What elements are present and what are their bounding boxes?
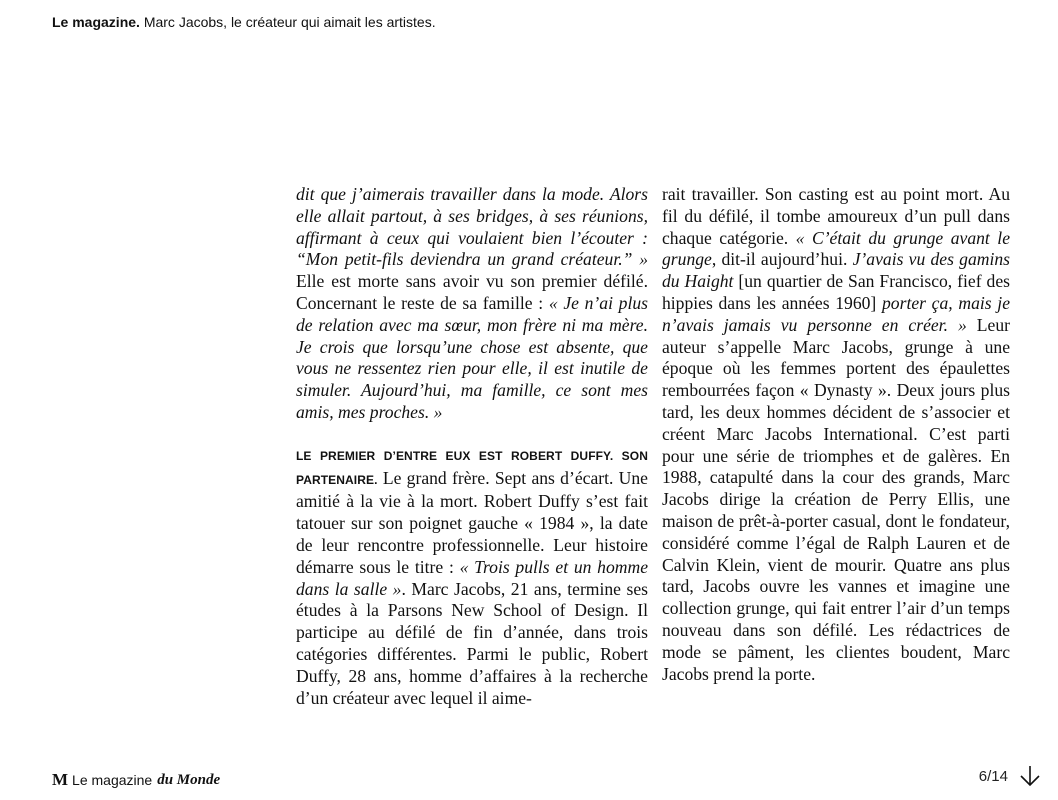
top-bar (52, 14, 436, 30)
arrow-down-icon[interactable] (1018, 764, 1042, 788)
monde-logo-icon: M (52, 770, 68, 789)
quote-text: « C’était du grunge avant le grunge (662, 227, 1011, 270)
body-text: Le grand frère. Sept ans d’écart. Une amitié à la vie à la mort. Robert Duffy s’est fait tatouer sur son poignet gauche « 1984 », la date de leur rencontre professionnelle. Leur histoire démarre sous le titre : (296, 467, 648, 577)
page-indicator: 6/14 (978, 767, 1008, 785)
section-label: Le magazine. (52, 14, 140, 30)
quote-text: porter ça, mais je n’avais jamais vu personne en créer. » (662, 292, 1010, 335)
pagination (979, 764, 1042, 788)
article-column-left (296, 184, 648, 709)
body-text: Leur auteur s’appelle Marc Jacobs, grunge à une époque où les femmes portent des épaulettes rembourrées façon « Dynasty ». Deux jours plus tard, les deux hommes décident de s’associer et créent Marc Jacobs International. C’est parti pour une série de triomphes et de galères. En 1988, catapulté dans la cour des grands, Marc Jacobs dirige la création de Perry Ellis, une maison de prêt-à-porter casual, dont le fondateur, considéré comme l’égal de Ralph Lauren et de Calvin Klein, vient de mourir. Quatre ans plus tard, Jacobs ouvre les vannes et imagine une collection grunge, qui fait entrer l’air d’un temps nouveau dans son défilé. Les rédactrices de mode se pâment, les clientes boudent, Marc Jacobs prend la porte. (662, 314, 1010, 684)
paragraph (662, 184, 1010, 685)
body-text: , dit-il aujourd’hui. (711, 249, 853, 270)
paragraph (296, 184, 648, 424)
body-text: [un quartier de San Francisco, fief des hippies dans les années 1960] (662, 271, 1010, 313)
article-column-right (662, 184, 1010, 685)
quote-text: J’avais vu des gamins du Haight (662, 249, 1010, 292)
brand-name: du Monde (157, 771, 221, 788)
article-headline: Marc Jacobs, le créateur qui aimait les artistes. (143, 14, 436, 30)
quote-text: dit que j’aimerais travailler dans la mode. Alors elle allait partout, à ses bridges, à ses réunions, affirmant à ceux qui voulaient bien l’écouter : “Mon petit-fils deviendra un grand créateur.” » (296, 184, 648, 270)
paragraph (296, 444, 648, 710)
body-text: rait travailler. Son casting est au point mort. Au fil du défilé, il tombe amoureux d’un pull dans chaque catégorie. (662, 184, 1010, 248)
magazine-name: Le magazine (72, 772, 153, 788)
magazine-logo[interactable] (52, 770, 220, 790)
body-text: Elle est morte sans avoir vu son premier défilé. Concernant le reste de sa famille : (296, 271, 648, 313)
body-text: . Marc Jacobs, 21 ans, termine ses études à la Parsons New School of Design. Il participe au défilé de fin d’année, dans trois catégories différentes. Parmi le public, Robert Duffy, 28 ans, homme d’affaires à la recherche d’un créateur avec lequel il aime- (296, 578, 648, 708)
section-lead: LE PREMIER D’ENTRE EUX EST ROBERT DUFFY. SON PARTENAIRE. (296, 448, 648, 487)
quote-text: « Je n’ai plus de relation avec ma sœur, mon frère ni ma mère. Je crois que lorsqu’une chose est absente, que vous ne ressentez rien pour elle, il est inutile de simuler. Aujourd’hui, ma famille, ce sont mes amis, mes proches. » (296, 292, 648, 422)
quote-text: « Trois pulls et un homme dans la salle » (296, 556, 649, 599)
